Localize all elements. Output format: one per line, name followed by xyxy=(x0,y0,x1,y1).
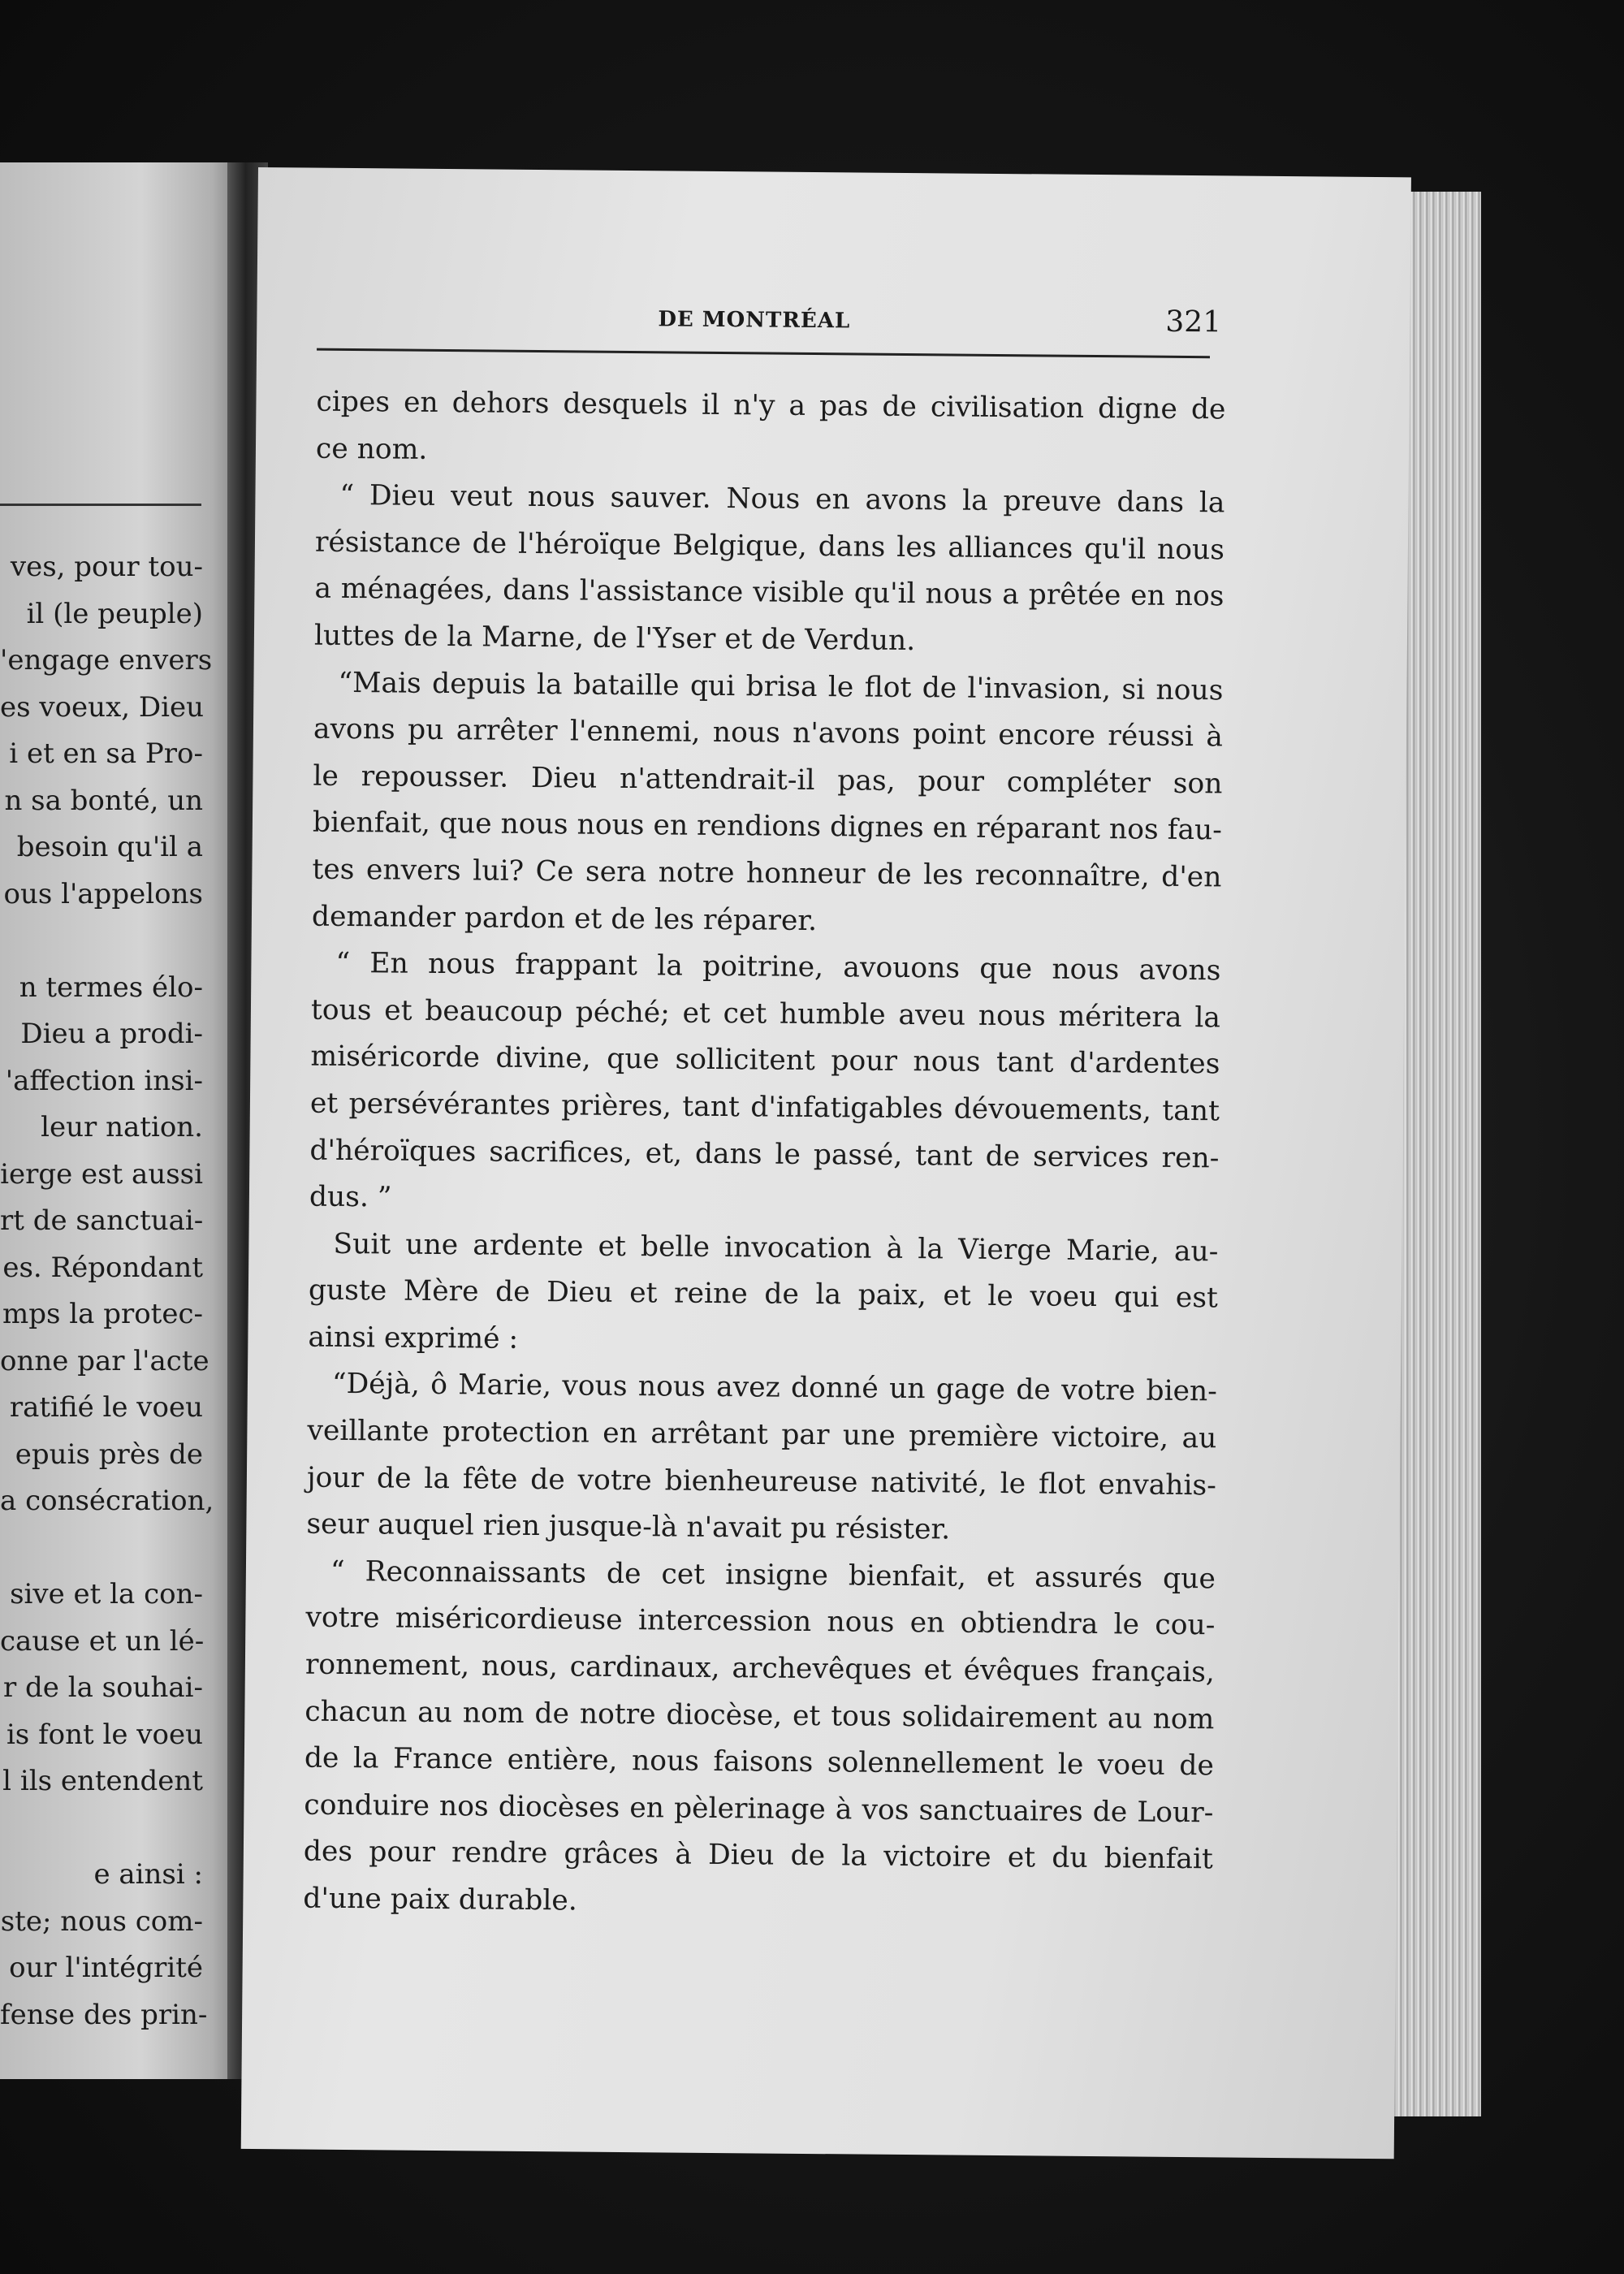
text-line: veillante protection en arrêtant par une première victoire, au xyxy=(307,1414,1217,1455)
left-page-line: a consécration, xyxy=(0,1485,214,1517)
text-line: a ménagées, dans l'assistance visible qu'il nous a prêtée en nos xyxy=(314,573,1224,613)
left-page-line: ratifié le voeu xyxy=(9,1391,203,1424)
text-line: tes envers lui? Ce sera notre honneur de les reconnaître, d'en xyxy=(312,853,1222,894)
left-page-line: ves, pour tou- xyxy=(10,551,203,583)
text-line: “ Reconnaissants de cet insigne bienfait, et assurés que xyxy=(330,1554,1216,1596)
left-page-line: 'engage envers xyxy=(0,644,213,677)
text-line: “ En nous frappant la poitrine, avouons que nous avons xyxy=(335,946,1221,988)
left-page-text xyxy=(0,544,214,2038)
left-page xyxy=(0,162,235,2079)
text-line: ronnement, nous, cardinaux, archevêques et évêques français, xyxy=(304,1648,1216,1689)
left-page-line: l ils entendent xyxy=(2,1765,203,1797)
text-line: miséricorde divine, que sollicitent pour nous tant d'ardentes xyxy=(310,1040,1220,1081)
left-page-line xyxy=(0,1525,203,1572)
left-page-line: ierge est aussi xyxy=(0,1157,203,1191)
text-line: de la France entière, nous faisons solennellement le voeu de xyxy=(304,1741,1215,1783)
paragraph xyxy=(316,379,1226,481)
header-rule xyxy=(317,348,1210,359)
text-line: demander pardon et de les réparer. xyxy=(311,900,818,937)
text-line: ce nom. xyxy=(315,432,428,466)
left-page-line: es. Répondant xyxy=(2,1251,203,1284)
left-page-line: i et en sa Pro- xyxy=(9,737,203,770)
left-page-line: is font le voeu xyxy=(6,1718,203,1751)
text-line: chacun au nom de notre diocèse, et tous solidairement au nom xyxy=(304,1695,1215,1736)
text-line: et persévérantes prières, tant d'infatigables dévouements, tant xyxy=(309,1087,1220,1128)
text-line: seur auquel rien jusque-là n'avait pu résister. xyxy=(306,1507,951,1546)
text-line: “ Dieu veut nous sauver. Nous en avons la preuve dans la xyxy=(339,479,1225,520)
left-page-line: leur nation. xyxy=(41,1111,203,1143)
left-page-line: our l'intégrité xyxy=(9,1952,203,1984)
text-line: “Mais depuis la bataille qui brisa le flot de l'invasion, si nous xyxy=(338,666,1224,707)
text-line: Suit une ardente et belle invocation à la Vierge Marie, au- xyxy=(333,1227,1219,1269)
left-page-line: il (le peuple) xyxy=(26,597,203,630)
left-page-line: Dieu a prodi- xyxy=(20,1018,203,1050)
paragraph xyxy=(312,659,1224,948)
text-line: jour de la fête de votre bienheureuse nativité, le flot envahis- xyxy=(306,1461,1217,1502)
page-number: 321 xyxy=(1165,305,1222,339)
paragraph xyxy=(306,1361,1217,1556)
left-page-line xyxy=(0,1805,203,1852)
left-page-rule xyxy=(0,504,201,506)
left-page-line: r de la souhai- xyxy=(2,1671,203,1704)
left-page-line: e ainsi : xyxy=(93,1858,203,1891)
text-line: conduire nos diocèses en pèlerinage à vos sanctuaires de Lour- xyxy=(304,1788,1214,1830)
left-page-line: es voeux, Dieu xyxy=(0,690,205,724)
text-line: résistance de l'héroïque Belgique, dans les alliances qu'il nous xyxy=(314,525,1225,567)
left-page-line: 'affection insi- xyxy=(5,1064,203,1097)
text-line: d'une paix durable. xyxy=(303,1882,577,1917)
text-line: luttes de la Marne, de l'Yser et de Verdun. xyxy=(313,619,916,658)
text-line: avons pu arrêter l'ennemi, nous n'avons point encore réussi à xyxy=(313,712,1224,754)
text-line: des pour rendre grâces à Dieu de la victoire et du bienfait xyxy=(303,1835,1214,1876)
left-page-line: ous l'appelons xyxy=(3,877,203,910)
left-page-line xyxy=(0,918,203,965)
text-line: “Déjà, ô Marie, vous nous avez donné un gage de votre bien- xyxy=(331,1368,1218,1408)
left-page-line: besoin qu'il a xyxy=(16,831,203,863)
left-page-line: fense des prin- xyxy=(0,1998,208,2031)
text-line: d'héroïques sacrifices, et, dans le passé, tant de services ren- xyxy=(309,1134,1220,1174)
left-page-line: epuis près de xyxy=(15,1437,203,1471)
text-line: guste Mère de Dieu et reine de la paix, et le voeu qui est xyxy=(308,1273,1219,1315)
paragraph xyxy=(309,940,1221,1229)
paragraph xyxy=(303,1548,1216,1930)
running-head-title: DE MONTRÉAL xyxy=(658,307,851,334)
text-line: ainsi exprimé : xyxy=(308,1321,519,1355)
left-page-line: n sa bonté, un xyxy=(4,784,203,817)
text-line: le repousser. Dieu n'attendrait-il pas, pour compléter son xyxy=(313,759,1223,801)
text-line: cipes en dehors desquels il n'y a pas de civilisation digne de xyxy=(316,385,1226,426)
text-line: bienfait, que nous nous en rendions dignes en réparant nos fau- xyxy=(312,806,1223,847)
left-page-line: rt de sanctuai- xyxy=(0,1204,204,1237)
left-page-line: n termes élo- xyxy=(19,971,203,1004)
running-head xyxy=(317,298,1222,347)
text-line: dus. ” xyxy=(309,1180,392,1214)
text-line: votre miséricordieuse intercession nous en obtiendra le cou- xyxy=(305,1602,1216,1642)
left-page-line: ste; nous com- xyxy=(0,1904,203,1938)
left-page-line: sive et la con- xyxy=(10,1578,203,1610)
right-page xyxy=(241,167,1411,2159)
body-text xyxy=(303,379,1226,1930)
text-line: tous et beaucoup péché; et cet humble aveu nous méritera la xyxy=(310,993,1221,1035)
left-page-line: onne par l'acte xyxy=(0,1344,209,1377)
left-page-line: mps la protec- xyxy=(2,1298,203,1330)
paragraph xyxy=(314,473,1225,668)
left-page-line: cause et un lé- xyxy=(0,1624,205,1658)
paragraph xyxy=(308,1221,1218,1369)
